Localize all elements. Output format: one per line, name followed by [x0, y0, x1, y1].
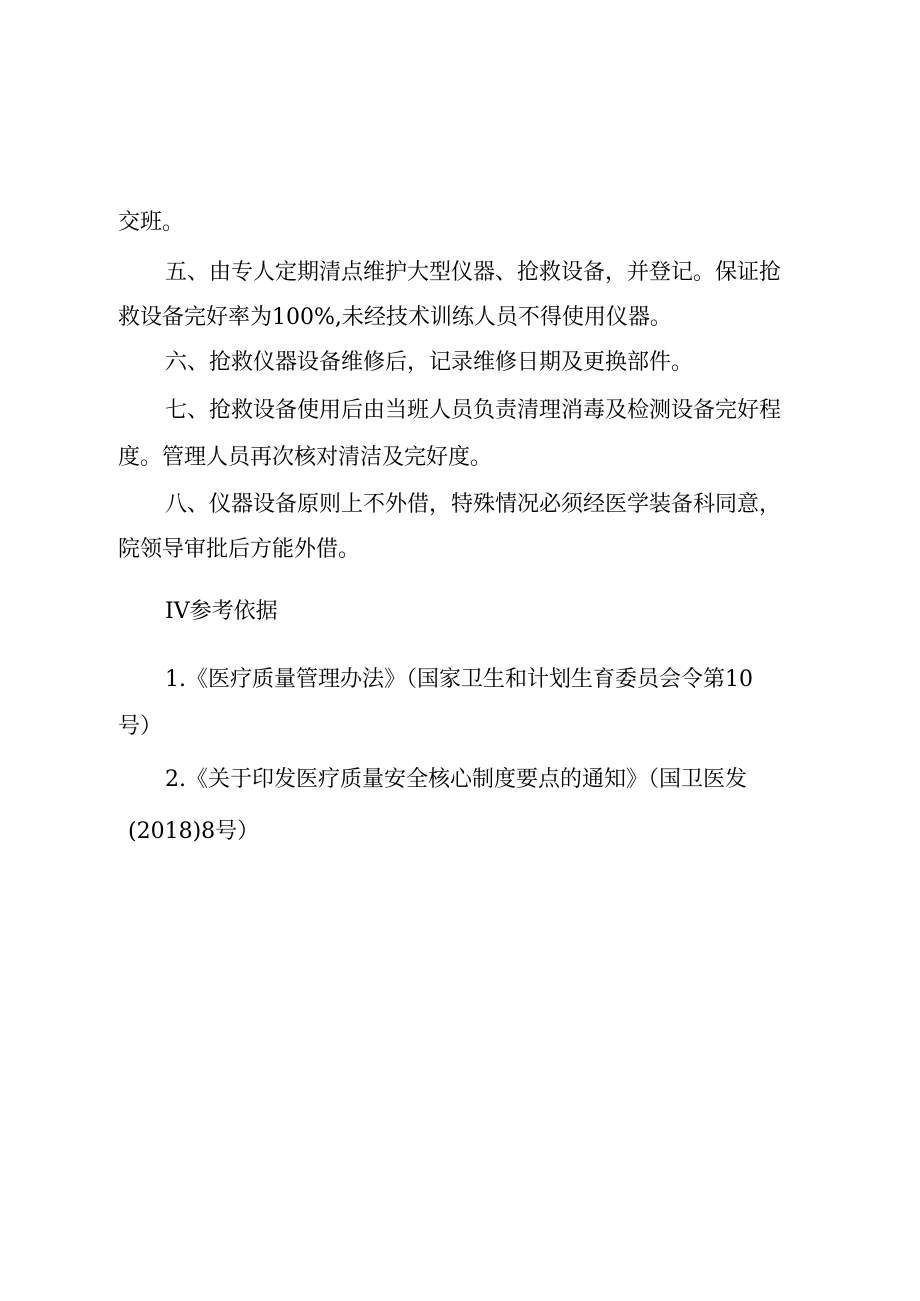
reference-line: 号） — [118, 714, 163, 739]
paragraph-line: 八、仪器设备原则上不外借，特殊情况必须经医学装备科同意， — [165, 492, 782, 517]
paragraph-line: 交班。 — [118, 210, 185, 235]
paragraph-line: 度。管理人员再次核对清洁及完好度。 — [118, 445, 493, 470]
paragraph-line: 七、抢救设备使用后由当班人员负责清理消毒及检测设备完好程 — [165, 398, 782, 423]
paragraph-line: 六、抢救仪器设备维修后，记录维修日期及更换部件。 — [165, 350, 694, 375]
reference-line: 2.《关于印发医疗质量安全核心制度要点的通知》（国卫医发 — [165, 767, 747, 792]
paragraph-line: 五、由专人定期清点维护大型仪器、抢救设备，并登记。保证抢 — [165, 260, 782, 285]
paragraph-line: 院领导审批后方能外借。 — [118, 537, 361, 562]
reference-line: (2018)8号） — [128, 819, 260, 844]
section-heading: IV参考依据 — [165, 599, 278, 624]
paragraph-line: 救设备完好率为100%,未经技术训练人员不得使用仪器。 — [118, 305, 672, 330]
reference-line: 1.《医疗质量管理办法》（国家卫生和计划生育委员会令第10 — [165, 667, 753, 692]
